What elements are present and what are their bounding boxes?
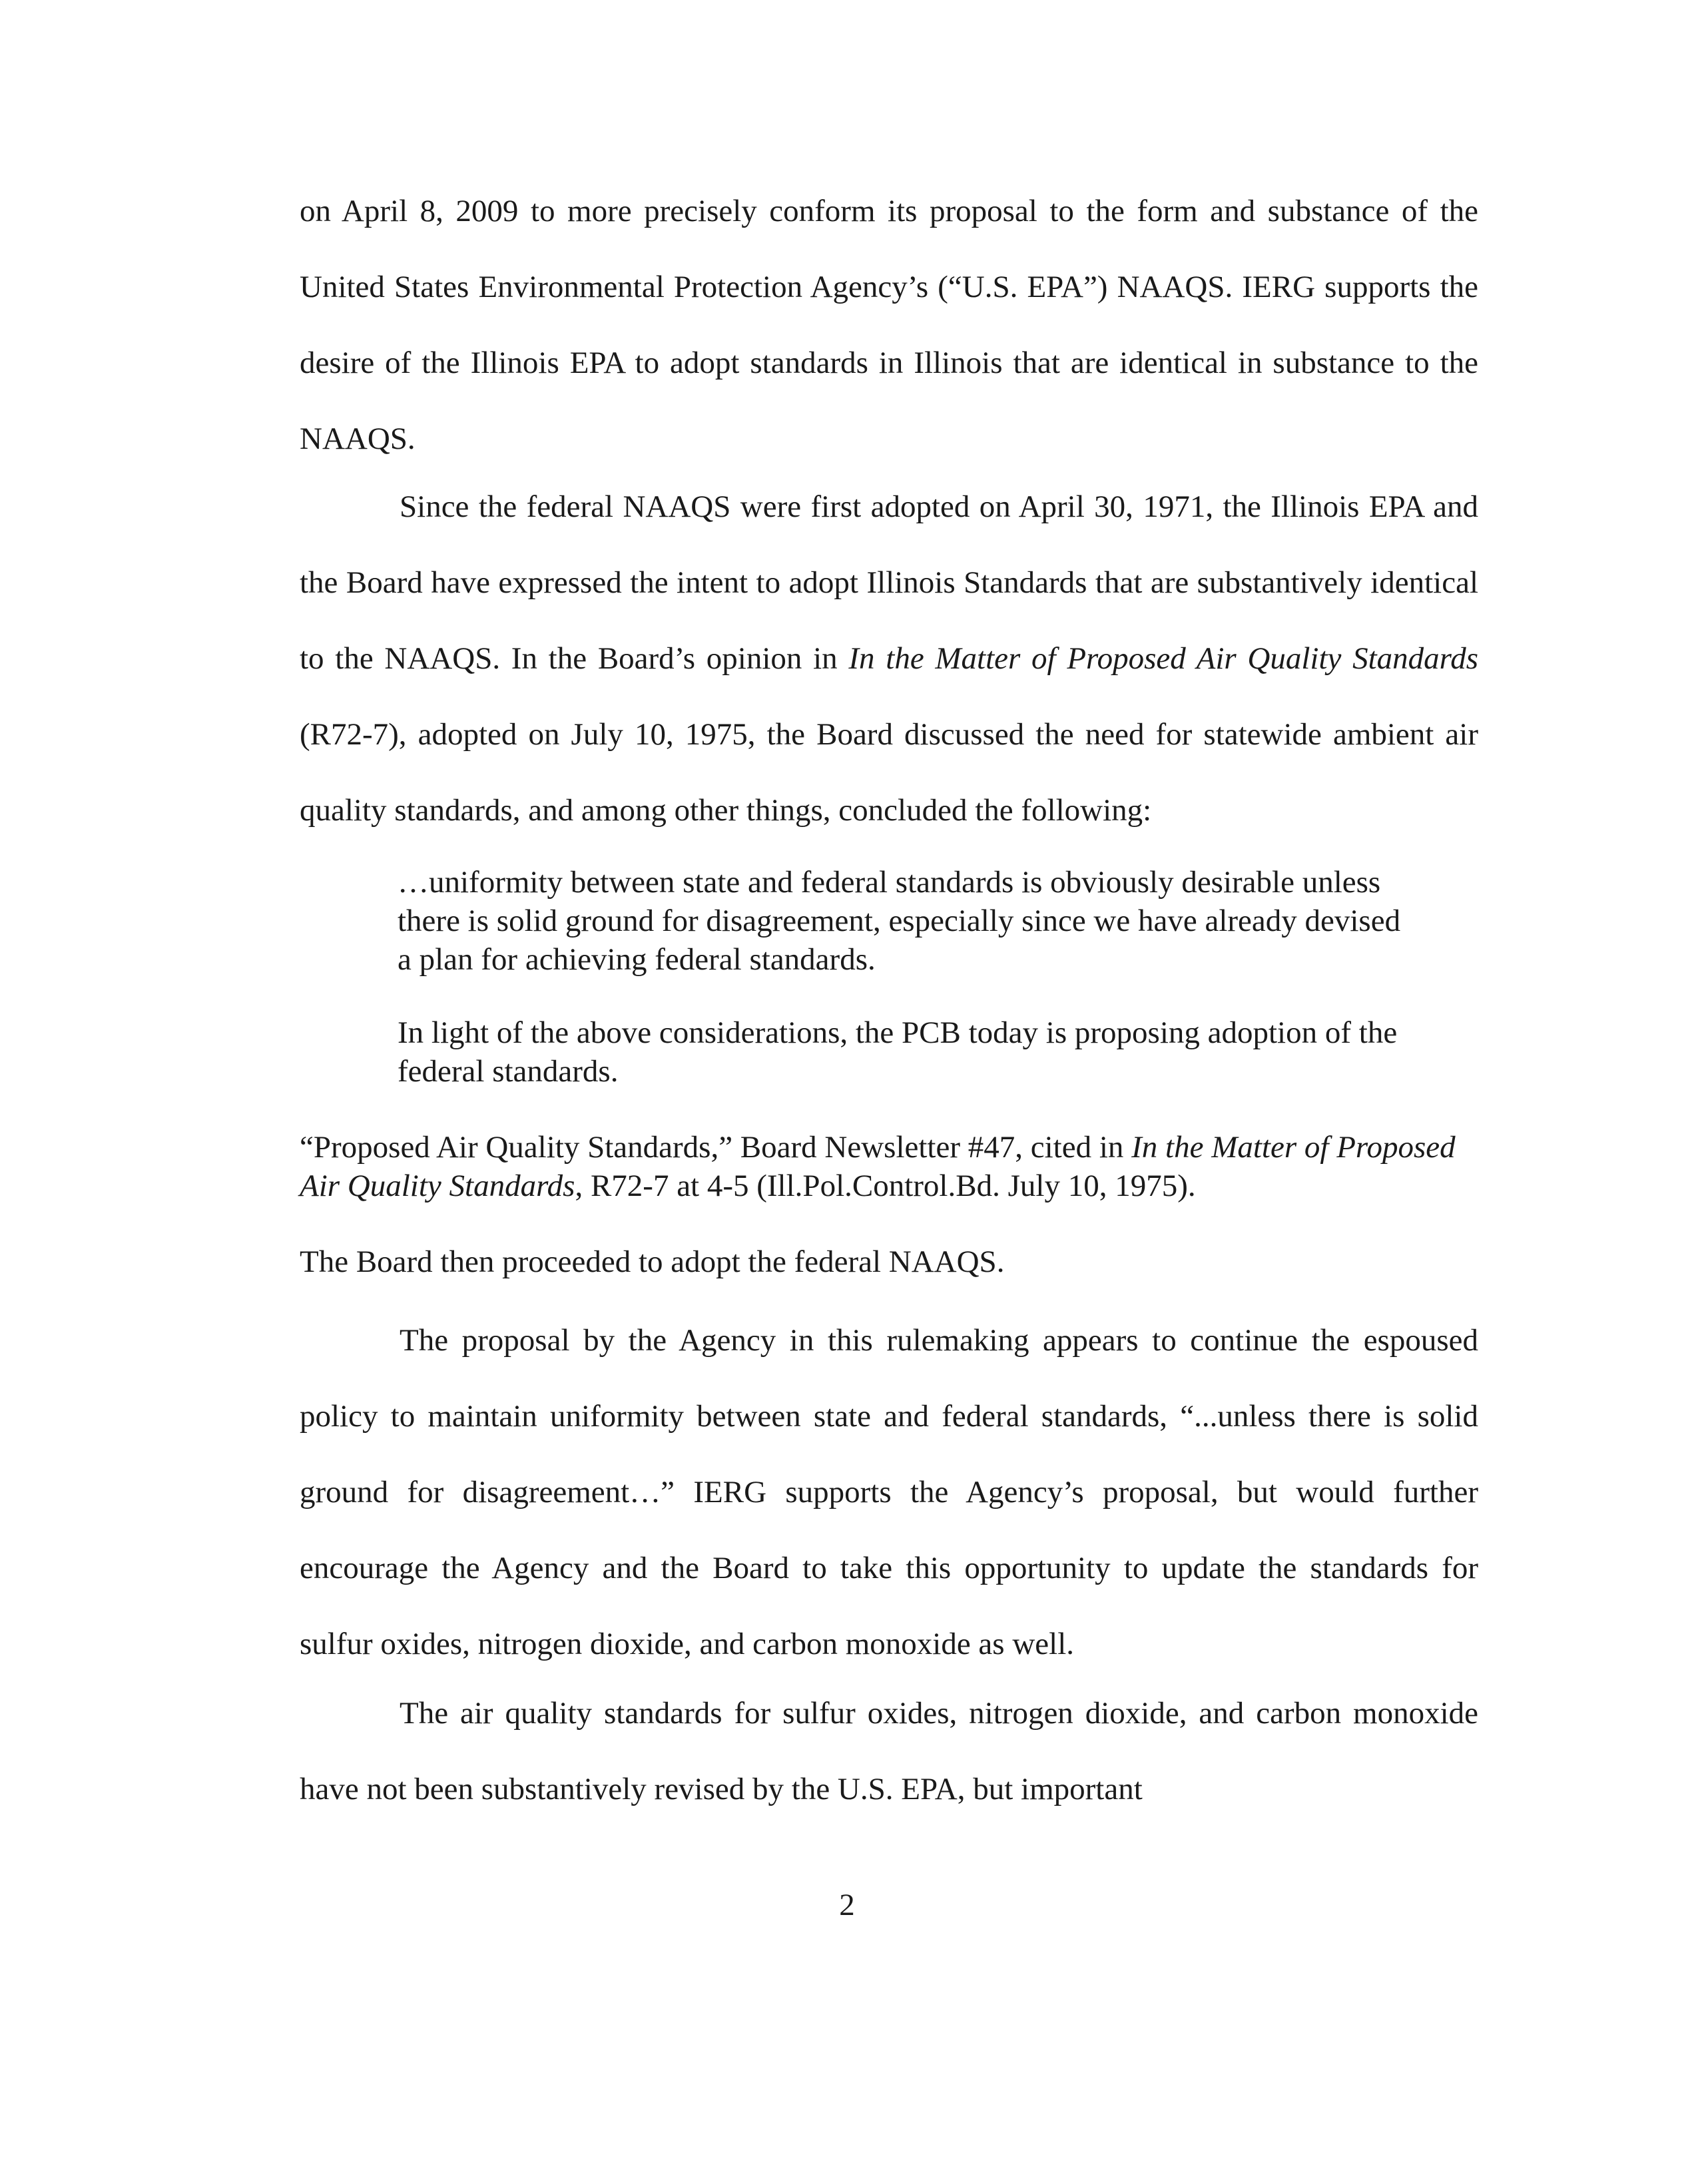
block-quote-1: …uniformity between state and federal standards is obviously desirable unless there is solid ground for disagreement, especially since we have already devised a plan for achieving federal standards.: [398, 865, 1401, 977]
paragraph-history: [300, 469, 1478, 848]
block-quote-2: In light of the above considerations, the PCB today is proposing adoption of the federal standards.: [398, 1015, 1398, 1089]
paragraph-continuation: [300, 173, 1478, 477]
citation-text-2: , R72-7 at 4-5 (Ill.Pol.Control.Bd. July 10, 1975).: [575, 1169, 1196, 1203]
citation-text-1: “Proposed Air Quality Standards,” Board Newsletter #47, cited in: [300, 1130, 1132, 1165]
citation: [300, 1128, 1478, 1205]
paragraph-continuation-text: on April 8, 2009 to more precisely conform its proposal to the form and substance of the United States Environmental Protection Agency’s (“U.S. EPA”) NAAQS. IERG supports the desire of the Illinois EPA to adopt standards in Illinois that are identical in substance to the NAAQS.: [300, 194, 1478, 456]
paragraph-history-text-2: (R72-7), adopted on July 10, 1975, the Board discussed the need for statewide ambient air quality standards, and among other things, concluded the following:: [300, 717, 1478, 828]
paragraph-last: The air quality standards for sulfur oxides, nitrogen dioxide, and carbon monoxide have not been substantively revised by the U.S. EPA, but important: [300, 1696, 1478, 1806]
paragraph-history-text-1: Since the federal NAAQS were first adopted on April 30, 1971, the Illinois EPA and the Board have expressed the intent to adopt Illinois Standards that are substantively identical to the NAAQS. In the Board’s opinion in: [300, 489, 1478, 676]
paragraph-after-citation: The Board then proceeded to adopt the federal NAAQS.: [300, 1244, 1005, 1279]
paragraph-proposal: The proposal by the Agency in this rulemaking appears to continue the espoused policy to maintain uniformity between state and federal standards, “...unless there is solid ground for disagreement…” IERG supports the Agency’s proposal, but would further encourage the Agency and the Board to take this opportunity to update the standards for sulfur oxides, nitrogen dioxide, and carbon monoxide as well.: [300, 1323, 1478, 1661]
citation-case-title: In the Matter of Proposed Air Quality Standards: [300, 1130, 1456, 1203]
page-number: 2: [839, 1888, 855, 1922]
case-title: In the Matter of Proposed Air Quality Standards: [848, 641, 1478, 676]
